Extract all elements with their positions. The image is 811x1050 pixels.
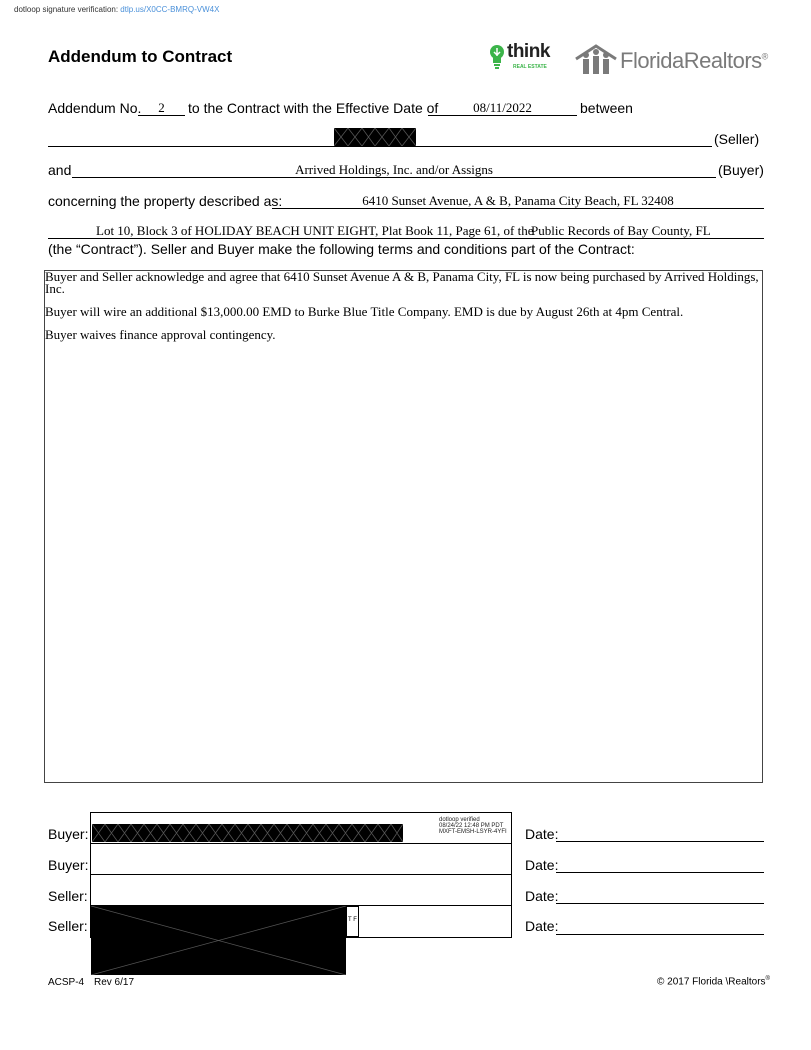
page-title: Addendum to Contract — [48, 47, 233, 66]
buyer1-date-line[interactable] — [556, 841, 764, 842]
seller1-label: Seller: — [48, 888, 88, 904]
legal-desc-value[interactable]: Lot 10, Block 3 of HOLIDAY BEACH UNIT EIGHT, Plat Book 11, Page 61, of the — [96, 223, 534, 238]
seller2-label: Seller: — [48, 918, 88, 934]
addendum-no-value[interactable]: 2 — [158, 100, 165, 115]
effective-date-value[interactable]: 08/11/2022 — [473, 100, 532, 115]
copyright-text: © 2017 Florida \Realtors — [657, 976, 766, 988]
dotloop-verified-text: dotloop verified — [439, 817, 480, 823]
people-house-icon — [574, 43, 618, 75]
public-records-value[interactable]: Public Records of Bay County, FL — [531, 223, 711, 238]
buyer2-date-line[interactable] — [556, 872, 764, 873]
think-sub: REAL ESTATE — [513, 64, 547, 70]
buyer1-date-label: Date: — [525, 826, 559, 842]
registered-mark: ® — [761, 51, 768, 62]
dotloop-code: MXFT-EMSH-LSYR-4YFI — [439, 829, 507, 835]
realtors-word: Realtors — [683, 48, 762, 73]
think-word: think — [507, 41, 550, 62]
buyer2-date-label: Date: — [525, 857, 559, 873]
redacted-seller-name — [334, 128, 416, 146]
florida-realtors-logo — [574, 43, 768, 77]
seller-initials: T F — [348, 917, 357, 923]
redacted-buyer1-signature — [92, 824, 403, 842]
redacted-seller2-signature — [91, 906, 346, 975]
dotloop-timestamp: 08/24/22 12:48 PM PDT — [439, 823, 504, 829]
buyer1-label: Buyer: — [48, 826, 89, 842]
addendum-no-label: Addendum No. — [48, 100, 142, 116]
buyer2-signature-box[interactable] — [90, 843, 512, 876]
term-paragraph-1: Buyer and Seller acknowledge and agree that 6410 Sunset Avenue A & B, Panama City, FL is now being purchased by Arrived Holdings, Inc. — [45, 269, 759, 296]
verification-label: dotloop signature verification: — [14, 5, 119, 14]
buyer-name-value[interactable]: Arrived Holdings, Inc. and/or Assigns — [295, 162, 493, 177]
verification-line — [14, 5, 219, 14]
copyright — [657, 976, 770, 987]
florida-word: Florida — [620, 48, 684, 73]
seller-initials-box — [346, 906, 359, 937]
form-revision: Rev 6/17 — [94, 977, 135, 988]
lightbulb-icon — [489, 44, 505, 72]
seller-label: (Seller) — [714, 131, 760, 147]
between-label: between — [580, 100, 633, 116]
and-label: and — [48, 162, 72, 178]
term-paragraph-2: Buyer will wire an additional $13,000.00 EMD to Burke Blue Title Company. EMD is due by August 26th at 4pm Central. — [45, 304, 684, 319]
dotloop-verified-stamp — [439, 817, 507, 835]
think-logo — [489, 42, 555, 74]
buyer2-label: Buyer: — [48, 857, 89, 873]
copyright-reg: ® — [765, 976, 770, 982]
form-id: ACSP-4 — [48, 977, 85, 988]
property-label: concerning the property described as: — [48, 193, 283, 209]
verification-link[interactable]: dtlp.us/X0CC-BMRQ-VW4X — [120, 5, 220, 14]
buyer-label: (Buyer) — [718, 162, 764, 178]
seller1-date-line[interactable] — [556, 903, 764, 904]
seller1-date-label: Date: — [525, 888, 559, 904]
florida-realtors-wordmark — [620, 48, 768, 74]
seller1-signature-box[interactable] — [90, 874, 512, 907]
seller2-date-line[interactable] — [556, 934, 764, 935]
seller2-date-label: Date: — [525, 918, 559, 934]
effective-date-label: to the Contract with the Effective Date of — [188, 100, 439, 116]
term-paragraph-3: Buyer waives finance approval contingency. — [45, 327, 276, 342]
contract-statement: (the “Contract”). Seller and Buyer make the following terms and conditions part of the Contract: — [48, 241, 635, 257]
seller-name-line — [48, 146, 712, 147]
terms-box[interactable] — [44, 270, 763, 783]
property-address-value[interactable]: 6410 Sunset Avenue, A & B, Panama City Beach, FL 32408 — [362, 193, 674, 208]
